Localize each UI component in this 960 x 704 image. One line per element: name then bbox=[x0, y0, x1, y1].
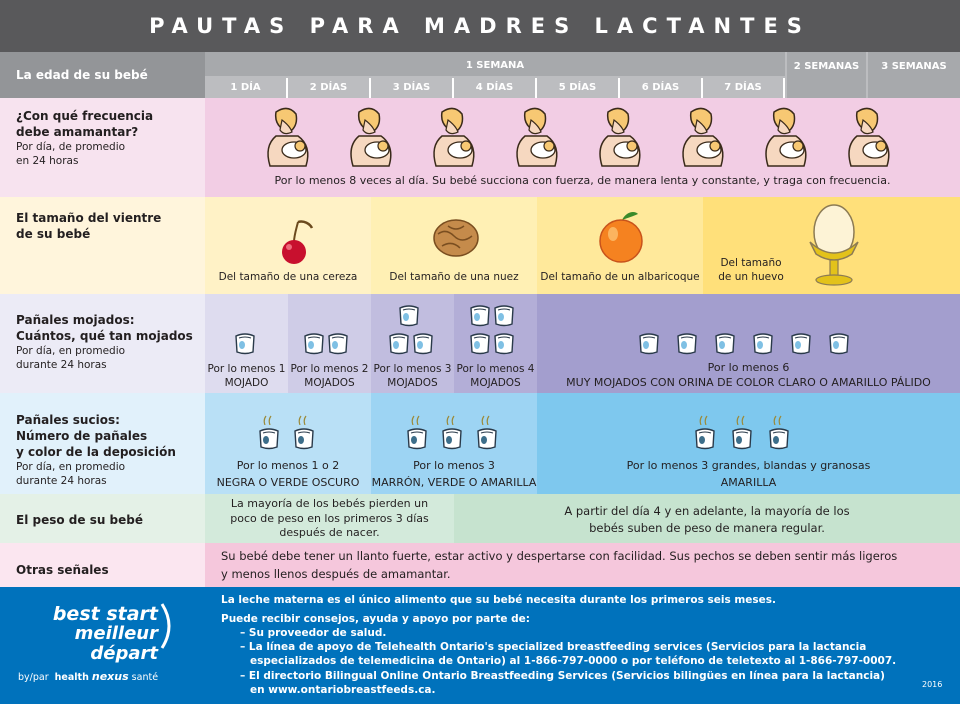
dirty-diaper-icon bbox=[293, 425, 315, 451]
dirty-c1 bbox=[205, 457, 371, 491]
weight-right bbox=[454, 503, 960, 537]
apricot-caption: Del tamaño de un albaricoque bbox=[540, 271, 700, 283]
dirty-c1-a: Por lo menos 1 o 2 bbox=[236, 459, 340, 472]
wet-c1 bbox=[205, 362, 288, 390]
stomach-title-2: de su bebé bbox=[16, 227, 91, 241]
odor-lines-icon bbox=[445, 415, 459, 425]
wet-diaper-icon bbox=[327, 330, 349, 356]
wet-diaper-icon bbox=[676, 330, 698, 356]
footer-bullet-3b: en www.ontariobreastfeeds.ca. bbox=[250, 684, 436, 696]
weight-right-1: A partir del día 4 y en adelante, la mayoría de los bbox=[564, 504, 850, 518]
odor-lines-icon bbox=[735, 415, 749, 425]
breastfeeding-mother-icon bbox=[428, 106, 480, 168]
breastfeeding-mother-icon bbox=[843, 106, 895, 168]
wet-diaper-icon bbox=[752, 330, 774, 356]
dirty-c1-b: NEGRA O VERDE OSCURO bbox=[216, 476, 360, 489]
footer-bullet-2a: – La línea de apoyo de Telehealth Ontario's specialized breastfeeding services (Servicios para la lactancia bbox=[240, 641, 867, 653]
wet-diaper-icon bbox=[234, 330, 256, 356]
day-3: 3 DÍAS bbox=[371, 78, 454, 98]
walnut-icon bbox=[428, 214, 484, 262]
logo-line-1: best start bbox=[52, 603, 158, 625]
dirty-diaper-icon bbox=[441, 425, 463, 451]
day-4: 4 DÍAS bbox=[454, 78, 537, 98]
cherry-icon bbox=[268, 218, 324, 266]
footer-bullet-2b: especializados de telemedicina de Ontario) al 1-866-797-0000 o por teléfono de teletexto al 1-866-797-0007. bbox=[250, 655, 897, 667]
weight-left-3: después de nacer. bbox=[279, 526, 380, 539]
wet-diaper-icon bbox=[388, 330, 410, 356]
nexus-text: nexus bbox=[91, 670, 129, 683]
dirty-diaper-icon bbox=[406, 425, 428, 451]
year: 2016 bbox=[922, 680, 943, 689]
stomach-title-1: El tamaño del vientre bbox=[16, 211, 162, 225]
best-start-logo bbox=[18, 604, 178, 664]
other-line-1: Su bebé debe tener un llanto fuerte, estar activo y despertarse con facilidad. Sus pechos se deben sentir más ligeros bbox=[221, 549, 898, 563]
weight-right-2: bebés suben de peso de manera regular. bbox=[589, 521, 825, 535]
day-1: 1 DÍA bbox=[205, 78, 288, 98]
age-label: La edad de su bebé bbox=[0, 52, 205, 98]
dirty-diaper-icon bbox=[476, 425, 498, 451]
wet-diaper-icon bbox=[828, 330, 850, 356]
weight-left-1: La mayoría de los bebés pierden un bbox=[230, 497, 429, 510]
sante-text: santé bbox=[131, 672, 159, 683]
egg-icon bbox=[806, 202, 862, 288]
odor-lines-icon bbox=[297, 415, 311, 425]
dirty-c3-a: Por lo menos 3 grandes, blandas y granosas bbox=[626, 459, 871, 472]
dirty-c2-a: Por lo menos 3 bbox=[413, 459, 495, 472]
week-2-label: 2 SEMANAS bbox=[787, 52, 866, 98]
cherry-caption: Del tamaño de una cereza bbox=[218, 271, 358, 283]
egg-caption-2: de un huevo bbox=[718, 271, 784, 283]
wet-c3 bbox=[371, 362, 454, 390]
weight-title: El peso de su bebé bbox=[16, 513, 144, 527]
health-nexus-logo bbox=[18, 670, 158, 683]
wet-title-2: Cuántos, qué tan mojados bbox=[16, 329, 193, 343]
day-7: 7 DÍAS bbox=[703, 78, 785, 98]
wet-c2-b: MOJADOS bbox=[304, 377, 355, 389]
dirty-title-3: y color de la deposición bbox=[16, 445, 176, 459]
weight-left-2: poco de peso en los primeros 3 días bbox=[230, 511, 429, 525]
page-title: PAUTAS PARA MADRES LACTANTES bbox=[0, 0, 960, 52]
dirty-diaper-icon bbox=[694, 425, 716, 451]
frequency-text: Por lo menos 8 veces al día. Su bebé succiona con fuerza, de manera lenta y constante, y traga con frecuencia. bbox=[274, 174, 891, 187]
day-6: 6 DÍAS bbox=[620, 78, 703, 98]
wet-c2 bbox=[288, 362, 371, 390]
wet-c5 bbox=[537, 360, 960, 390]
bypar-text: by/par bbox=[18, 672, 49, 683]
week-3-label: 3 SEMANAS bbox=[868, 52, 960, 98]
breastfeeding-mother-icon bbox=[677, 106, 729, 168]
breastfeeding-mother-icon bbox=[262, 106, 314, 168]
dirty-diaper-icon bbox=[731, 425, 753, 451]
wet-c1-b: MOJADO bbox=[224, 377, 269, 389]
apricot-icon bbox=[596, 208, 646, 264]
odor-lines-icon bbox=[772, 415, 786, 425]
wet-c1-a: Por lo menos 1 bbox=[207, 363, 286, 375]
wet-diaper-icon bbox=[493, 302, 515, 328]
odor-lines-icon bbox=[262, 415, 276, 425]
logo-bracket-icon bbox=[158, 602, 178, 650]
dirty-sub-2: durante 24 horas bbox=[16, 475, 107, 487]
dirty-c2-b: MARRÓN, VERDE O AMARILLA bbox=[371, 476, 537, 489]
dirty-c3 bbox=[537, 457, 960, 491]
frequency-label bbox=[0, 98, 205, 168]
wet-diaper-icon bbox=[469, 302, 491, 328]
footer-bullet-3a: – El directorio Bilingual Online Ontario Breastfeeding Services (Servicios bilingües en línea para la lactancia) bbox=[240, 670, 885, 682]
wet-diaper-icon bbox=[469, 330, 491, 356]
wet-c4-a: Por lo menos 4 bbox=[456, 363, 535, 375]
wet-diaper-icon bbox=[303, 330, 325, 356]
wet-diaper-icon bbox=[412, 330, 434, 356]
odor-lines-icon bbox=[410, 415, 424, 425]
odor-lines-icon bbox=[480, 415, 494, 425]
breastfeeding-mothers bbox=[262, 106, 902, 168]
frequency-sub-1: Por día, de promedio bbox=[16, 141, 126, 153]
day-2: 2 DÍAS bbox=[288, 78, 371, 98]
wet-c4-b: MOJADOS bbox=[470, 377, 521, 389]
footer-line-2: Puede recibir consejos, ayuda y apoyo por parte de: bbox=[221, 613, 530, 625]
egg-caption bbox=[706, 256, 796, 284]
health-text: health bbox=[54, 672, 89, 683]
footer-bullet-1: – Su proveedor de salud. bbox=[240, 627, 387, 639]
footer-line-1: La leche materna es el único alimento que su bebé necesita durante los primeros seis meses. bbox=[221, 594, 777, 606]
wet-c2-a: Por lo menos 2 bbox=[290, 363, 369, 375]
walnut-caption: Del tamaño de una nuez bbox=[389, 271, 519, 283]
wet-c4 bbox=[454, 362, 537, 390]
dirty-sub-1: Por día, en promedio bbox=[16, 461, 126, 473]
wet-label bbox=[0, 302, 205, 372]
frequency-sub-2: en 24 horas bbox=[16, 155, 79, 167]
wet-sub-2: durante 24 horas bbox=[16, 359, 107, 371]
egg-caption-1: Del tamaño bbox=[720, 257, 782, 269]
dirty-c2 bbox=[371, 457, 537, 491]
dirty-title-1: Pañales sucios: bbox=[16, 413, 120, 427]
other-line-2: y menos llenos después de amamantar. bbox=[221, 567, 451, 581]
day-5: 5 DÍAS bbox=[537, 78, 620, 98]
frequency-title-1: ¿Con qué frecuencia bbox=[16, 109, 154, 123]
wet-c5-a: Por lo menos 6 bbox=[707, 361, 790, 374]
other-text bbox=[221, 547, 951, 583]
wet-diaper-icon bbox=[790, 330, 812, 356]
breastfeeding-mother-icon bbox=[511, 106, 563, 168]
wet-diaper-icon bbox=[714, 330, 736, 356]
wet-title-1: Pañales mojados: bbox=[16, 313, 135, 327]
logo-line-2: meilleur départ bbox=[74, 623, 158, 664]
wet-diaper-icon bbox=[493, 330, 515, 356]
breastfeeding-mother-icon bbox=[345, 106, 397, 168]
weight-left bbox=[205, 497, 454, 541]
breastfeeding-mother-icon bbox=[760, 106, 812, 168]
dirty-label bbox=[0, 402, 205, 488]
dirty-diaper-icon bbox=[258, 425, 280, 451]
other-title: Otras señales bbox=[16, 563, 109, 577]
dirty-diaper-icon bbox=[768, 425, 790, 451]
wet-diaper-icon bbox=[638, 330, 660, 356]
wet-sub-1: Por día, en promedio bbox=[16, 345, 126, 357]
breastfeeding-mother-icon bbox=[594, 106, 646, 168]
frequency-title-2: debe amamantar? bbox=[16, 125, 139, 139]
dirty-c3-b: AMARILLA bbox=[720, 476, 777, 489]
wet-c3-b: MOJADOS bbox=[387, 377, 438, 389]
wet-c3-a: Por lo menos 3 bbox=[373, 363, 452, 375]
wet-diaper-icon bbox=[398, 302, 420, 328]
dirty-title-2: Número de pañales bbox=[16, 429, 148, 443]
odor-lines-icon bbox=[698, 415, 712, 425]
wet-c5-b: MUY MOJADOS CON ORINA DE COLOR CLARO O AMARILLO PÁLIDO bbox=[566, 376, 931, 389]
week-1-label: 1 SEMANA bbox=[205, 52, 785, 76]
stomach-label bbox=[0, 200, 205, 242]
